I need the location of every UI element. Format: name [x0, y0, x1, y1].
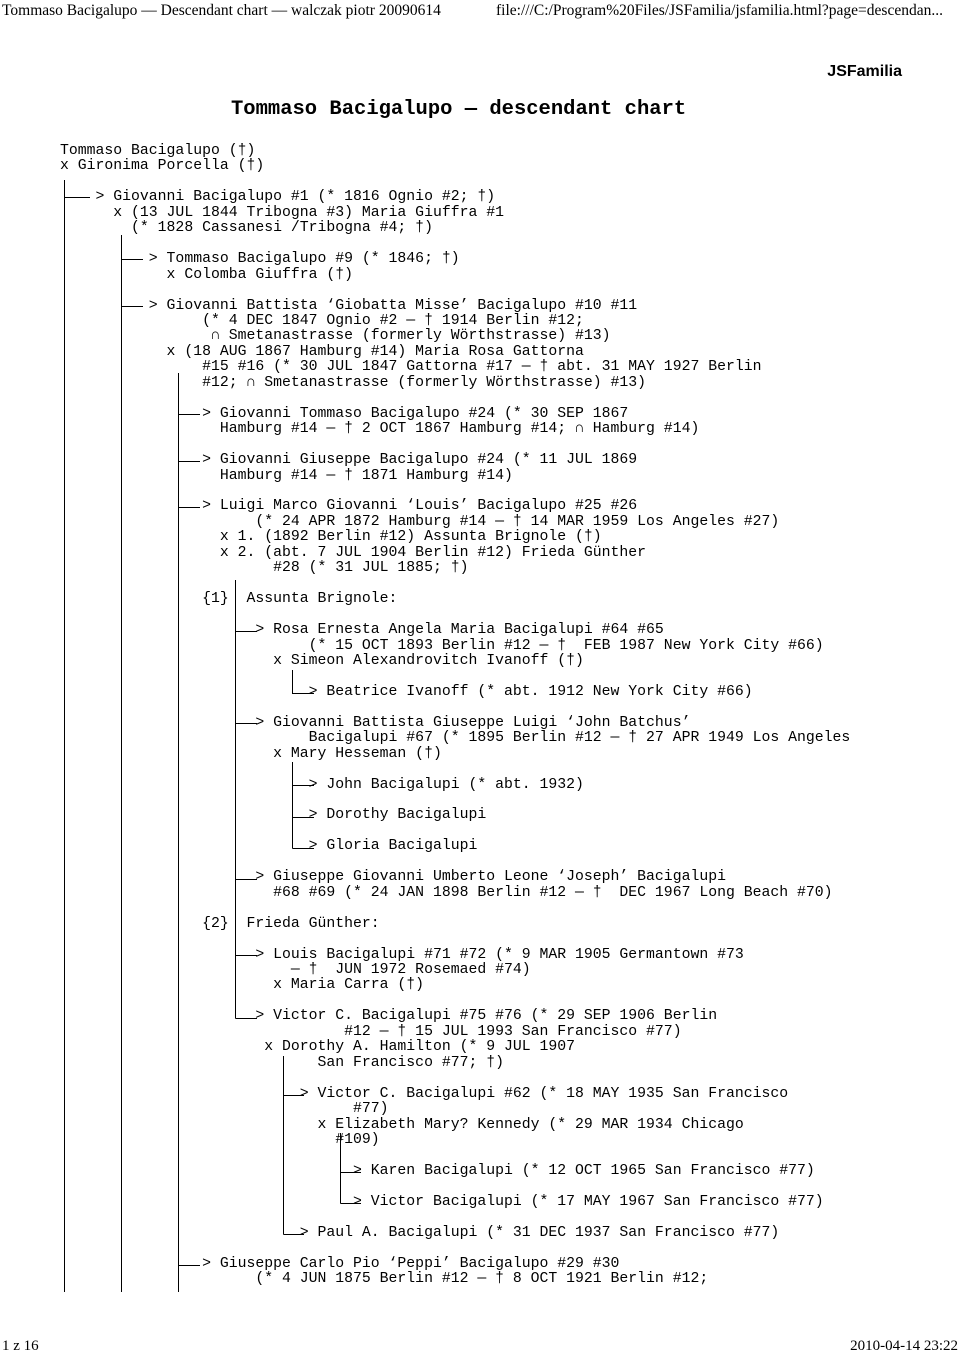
descendant-chart-text	[60, 144, 850, 1288]
chart-line: x 1. (1892 Berlin #12) Assunta Brignole (†)	[60, 529, 602, 546]
browser-url: file:///C:/Program%20Files/JSFamilia/jsfamilia.html?page=descendan...	[496, 2, 943, 19]
chart-line: San Francisco #77; †)	[60, 1054, 504, 1071]
chart-line: > Dorothy Bacigalupi	[60, 807, 487, 824]
chart-line: x Dorothy A. Hamilton (* 9 JUL 1907	[60, 1039, 576, 1056]
chart-line: > Karen Bacigalupi (* 12 OCT 1965 San Francisco #77)	[60, 1162, 815, 1179]
chart-line: {1} Assunta Brignole:	[60, 591, 398, 608]
chart-line: (* 1828 Cassanesi /Tribogna #4; †)	[60, 220, 433, 237]
print-timestamp: 2010-04-14 23:22	[850, 1338, 958, 1354]
chart-line: > John Bacigalupi (* abt. 1932)	[60, 776, 584, 793]
page-title: Tommaso Bacigalupo — descendant chart	[231, 98, 687, 121]
chart-line: (* 4 JUN 1875 Berlin #12 — † 8 OCT 1921 Berlin #12;	[60, 1271, 709, 1288]
brand-logo-text: JSFamilia	[827, 63, 902, 80]
browser-page-title: Tommaso Bacigalupo — Descendant chart — walczak piotr 20090614	[2, 2, 441, 19]
chart-line: x (13 JUL 1844 Tribogna #3) Maria Giuffra #1	[60, 204, 504, 221]
chart-line: > Giuseppe Carlo Pio ‘Peppi’ Bacigalupo #29 #30	[60, 1255, 620, 1272]
chart-line: Tommaso Bacigalupo (†)	[60, 143, 256, 159]
chart-line: Hamburg #14 — † 2 OCT 1867 Hamburg #14; ∩ Hamburg #14)	[60, 421, 700, 438]
chart-line: x Colomba Giuffra (†)	[60, 266, 354, 283]
chart-line: > Beatrice Ivanoff (* abt. 1912 New York City #66)	[60, 683, 753, 700]
chart-line: x (18 AUG 1867 Hamburg #14) Maria Rosa Gattorna	[60, 343, 584, 360]
chart-line: (* 15 OCT 1893 Berlin #12 — † FEB 1987 New York City #66)	[60, 637, 824, 654]
chart-line: x Elizabeth Mary? Kennedy (* 29 MAR 1934 Chicago	[60, 1116, 744, 1133]
chart-line: > Giuseppe Giovanni Umberto Leone ‘Joseph’ Bacigalupi	[60, 869, 726, 886]
chart-line: > Paul A. Bacigalupi (* 31 DEC 1937 San Francisco #77)	[60, 1224, 780, 1241]
chart-line: > Giovanni Giuseppe Bacigalupo #24 (* 11 JUL 1869	[60, 452, 638, 469]
chart-line: > Giovanni Battista ‘Giobatta Misse’ Bacigalupo #10 #11	[60, 297, 638, 314]
page-number: 1 z 16	[2, 1338, 39, 1354]
chart-line: > Victor C. Bacigalupi #62 (* 18 MAY 1935 San Francisco	[60, 1085, 789, 1102]
chart-line: > Giovanni Battista Giuseppe Luigi ‘John Batchus’	[60, 714, 691, 731]
chart-line: #77)	[60, 1101, 389, 1118]
chart-line: #28 (* 31 JUL 1885; †)	[60, 560, 469, 577]
chart-line: > Rosa Ernesta Angela Maria Bacigalupi #64 #65	[60, 622, 664, 639]
chart-line: x Mary Hesseman (†)	[60, 745, 442, 762]
chart-line: (* 24 APR 1872 Hamburg #14 — † 14 MAR 1959 Los Angeles #27)	[60, 513, 780, 530]
chart-line: #15 #16 (* 30 JUL 1847 Gattorna #17 — † abt. 31 MAY 1927 Berlin	[60, 359, 762, 376]
chart-line: > Gloria Bacigalupi	[60, 838, 478, 855]
chart-line: > Giovanni Tommaso Bacigalupo #24 (* 30 SEP 1867	[60, 405, 629, 422]
chart-line: ∩ Smetanastrasse (formerly Wörthstrasse) #13)	[60, 328, 611, 345]
chart-line: > Tommaso Bacigalupo #9 (* 1846; †)	[60, 251, 460, 268]
chart-line: > Giovanni Bacigalupo #1 (* 1816 Ognio #2; †)	[60, 189, 496, 206]
chart-line: Hamburg #14 — † 1871 Hamburg #14)	[60, 467, 513, 484]
chart-line: > Luigi Marco Giovanni ‘Louis’ Bacigalupo #25 #26	[60, 498, 638, 515]
chart-line: x Maria Carra (†)	[60, 977, 425, 994]
chart-line: #12 — † 15 JUL 1993 San Francisco #77)	[60, 1023, 682, 1040]
chart-line: (* 4 DEC 1847 Ognio #2 — † 1914 Berlin #12;	[60, 312, 584, 329]
chart-line: x Simeon Alexandrovitch Ivanoff (†)	[60, 652, 584, 669]
chart-line: > Louis Bacigalupi #71 #72 (* 9 MAR 1905 Germantown #73	[60, 946, 744, 963]
chart-line: #109)	[60, 1132, 380, 1148]
chart-line: #68 #69 (* 24 JAN 1898 Berlin #12 — † DEC 1967 Long Beach #70)	[60, 884, 833, 901]
chart-line: {2} Frieda Günther:	[60, 915, 380, 932]
chart-line: > Victor Bacigalupi (* 17 MAY 1967 San Francisco #77)	[60, 1193, 824, 1210]
chart-line: #12; ∩ Smetanastrasse (formerly Wörthstrasse) #13)	[60, 374, 647, 391]
chart-line: > Victor C. Bacigalupi #75 #76 (* 29 SEP 1906 Berlin	[60, 1008, 718, 1025]
chart-line: — † JUN 1972 Rosemaed #74)	[60, 962, 531, 979]
chart-line: Bacigalupi #67 (* 1895 Berlin #12 — † 27 APR 1949 Los Angeles	[60, 730, 851, 747]
chart-line: x Gironima Porcella (†)	[60, 158, 265, 175]
chart-line: x 2. (abt. 7 JUL 1904 Berlin #12) Frieda Günther	[60, 544, 647, 561]
